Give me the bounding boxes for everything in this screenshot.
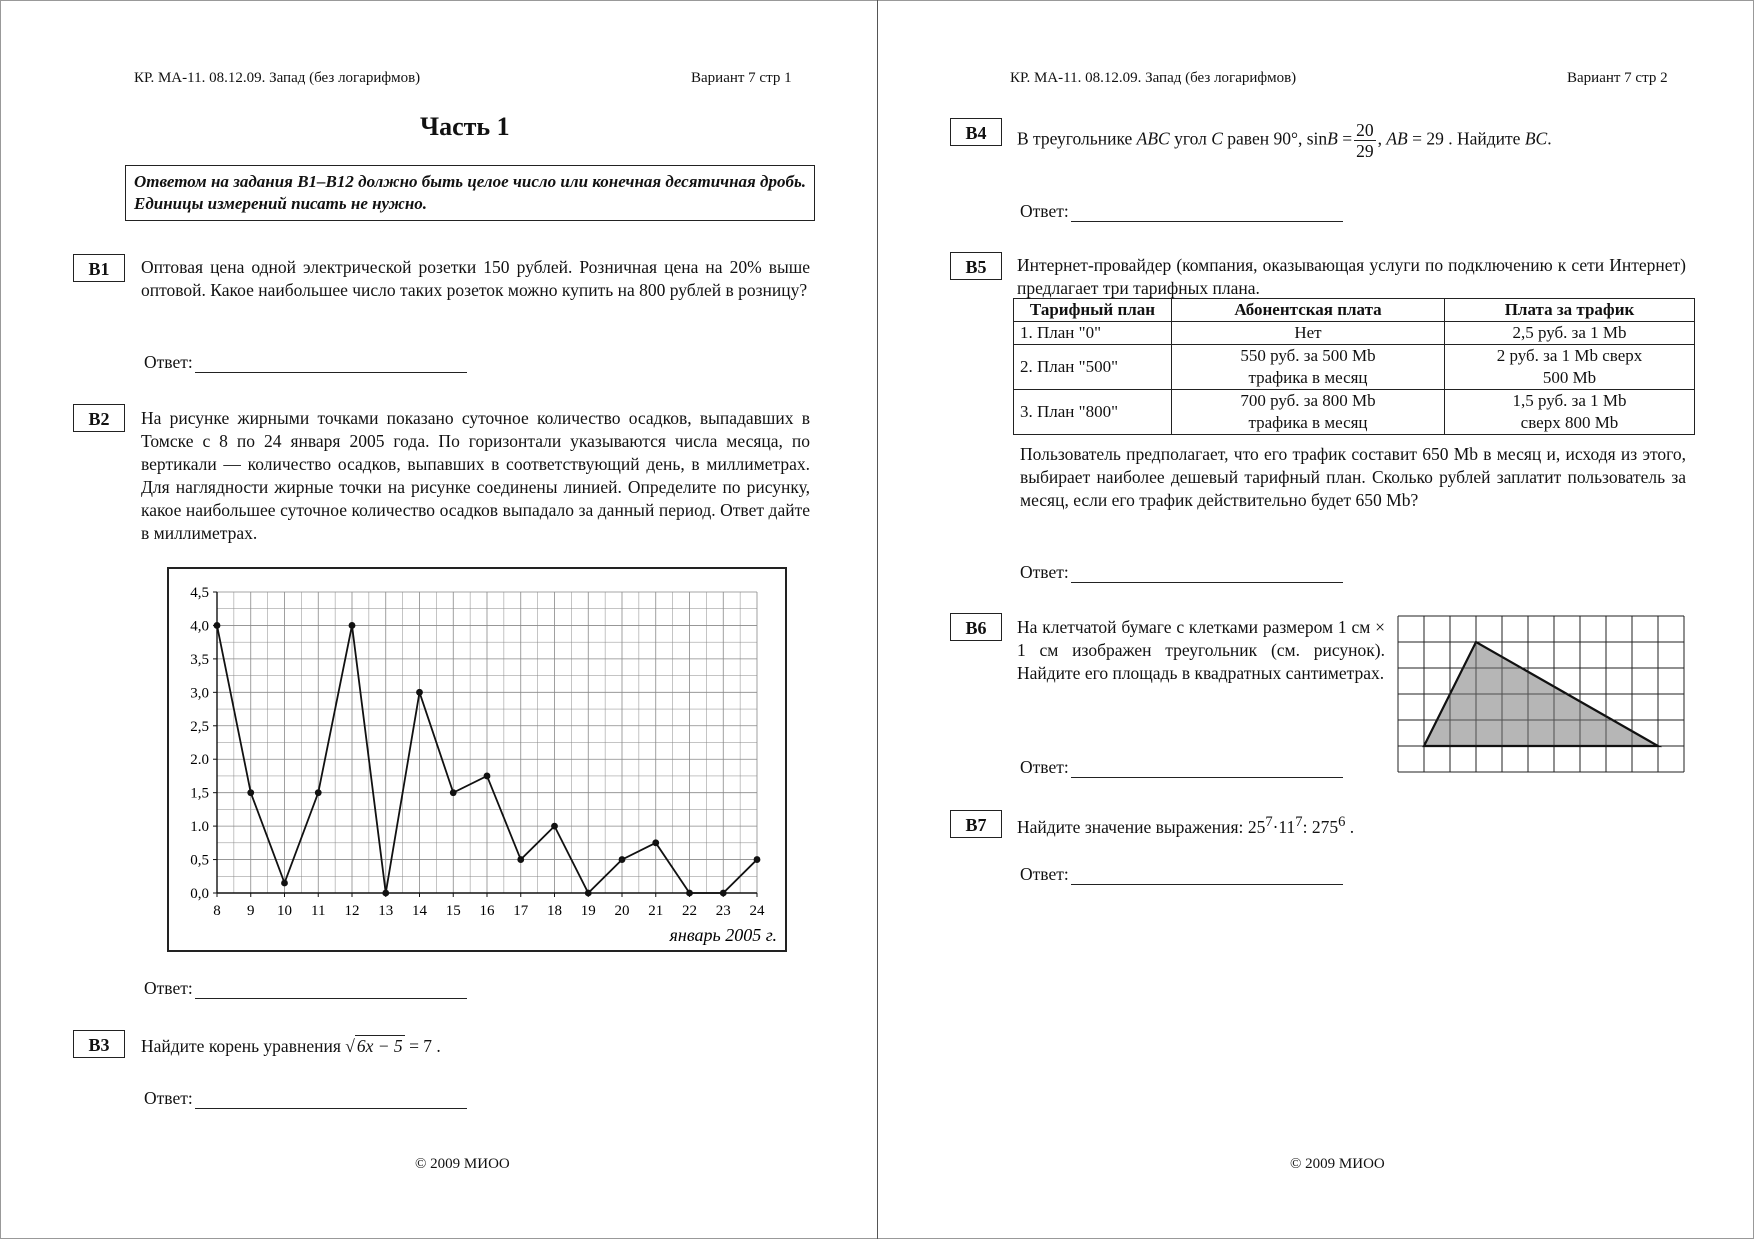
b4-text-a: В треугольнике [1017,128,1133,149]
x-tick-label: 14 [412,903,427,919]
table-header-row [1014,299,1695,322]
answer-label: Ответ: [1020,562,1069,582]
table-cell: 2,5 руб. за 1 Mb [1445,322,1695,345]
table-cell: 3. План "800" [1014,390,1172,435]
page2-header-right: Вариант 7 стр 2 [1567,70,1668,86]
x-tick-label: 9 [247,903,255,919]
b4-bc: BC [1524,128,1548,149]
data-point [315,789,322,796]
x-axis-label: январь 2005 г. [669,925,777,945]
page-divider [877,0,878,1239]
x-tick-label: 20 [614,903,630,919]
b4-denominator: 29 [1356,141,1374,161]
page1-footer: © 2009 МИОО [415,1156,510,1172]
b4-dot: . [1547,128,1552,149]
page1-header-right: Вариант 7 стр 1 [691,70,792,86]
answer-field-b3[interactable] [144,1088,467,1109]
data-point [517,856,524,863]
answer-field-b4[interactable] [1020,201,1343,222]
data-point [382,890,389,897]
column-header: Абонентская плата [1172,299,1445,322]
b4-b: B [1327,128,1338,149]
task-text-b6: На клетчатой бумаге с клетками размером 1 см × 1 см изображен треугольник (см. рисунок). Найдите его площадь в квадратных сантиметрах. [1017,617,1385,683]
y-tick-label: 0,0 [190,886,209,902]
precipitation-chart [167,567,787,952]
answer-label: Ответ: [144,1088,193,1108]
y-tick-label: 4,5 [190,585,209,601]
task-label-b4: B4 [950,118,1002,146]
table-cell: 1,5 руб. за 1 Mb сверх 800 Mb [1445,390,1695,435]
page2-header-left: КР. МА-11. 08.12.09. Запад (без логарифмов) [1010,70,1297,86]
task-text-b4 [1017,120,1552,161]
b7-expr-b: ·11 [1272,816,1296,837]
b7-sup-a: 7 [1265,814,1273,830]
answer-line[interactable] [1071,564,1343,583]
answer-label: Ответ: [1020,757,1069,777]
table-cell: 1. План "0" [1014,322,1172,345]
task-label-b7: B7 [950,810,1002,838]
b4-abc: ABC [1136,128,1170,149]
data-point [652,839,659,846]
x-tick-label: 21 [648,903,664,919]
answer-line[interactable] [195,354,467,373]
task-text-b7 [1017,814,1354,838]
x-tick-label: 22 [682,903,697,919]
task-text-b3 [141,1036,441,1057]
b4-text-d: , [1377,128,1382,149]
task-text-b5: Интернет-провайдер (компания, оказывающая услуги по подключению к сети Интернет) предлагает три тарифных плана. [1017,255,1686,298]
task-text-b1: Оптовая цена одной электрической розетки 150 рублей. Розничная цена на 20% выше оптовой. Какое наибольшее число таких розеток можно купить на 800 рублей в розницу? [141,257,810,300]
sqrt-expression: 6x − 5 [356,1036,403,1056]
y-tick-label: 3,0 [190,685,209,702]
table-cell: 2. План "500" [1014,345,1172,390]
table-row [1014,390,1695,435]
page1-header-left: КР. МА-11. 08.12.09. Запад (без логарифмов) [134,70,421,86]
triangle-grid-figure [1397,615,1687,773]
answer-label: Ответ: [144,978,193,998]
b4-c: C [1211,128,1223,149]
data-point [214,622,221,629]
b4-numerator: 20 [1356,120,1374,140]
y-tick-label: 3,5 [190,651,209,668]
y-tick-label: 4,0 [190,618,209,635]
data-point [720,890,727,897]
task-label-b5: B5 [950,252,1002,280]
data-point [619,856,626,863]
answer-field-b1[interactable] [144,352,467,373]
data-point [754,856,761,863]
b7-sup-c: 6 [1338,814,1346,830]
b4-text-e: = 29 . Найдите [1412,128,1521,149]
x-tick-label: 19 [580,903,596,919]
y-tick-label: 1.0 [190,819,209,836]
b4-fraction [1354,120,1376,161]
data-point [247,789,254,796]
table-cell: 2 руб. за 1 Mb сверх 500 Mb [1445,345,1695,390]
x-tick-label: 24 [749,903,765,919]
answer-line[interactable] [1071,866,1343,885]
task-label-b2: B2 [73,404,125,432]
table-cell: Нет [1172,322,1445,345]
data-point [484,773,491,780]
answer-field-b2[interactable] [144,978,467,999]
b7-expr-a: 25 [1247,816,1266,837]
task-label-b1: B1 [73,254,125,282]
task-question-b5: Пользователь предполагает, что его трафик составит 650 Mb в месяц и, исходя из этого, выбирает наиболее дешевый тарифный план. Сколько рублей заплатит пользователь за месяц, если его трафик действительно будет 650 Mb? [1020,444,1686,510]
table-row [1014,322,1695,345]
answer-line[interactable] [1071,203,1343,222]
task-text-b2: На рисунке жирными точками показано суточное количество осадков, выпадавших в Томске с 8 по 24 января 2005 года. По горизонтали указываются числа месяца, по вертикали — количество осадков, выпавших в соответствующий день, в миллиметрах. Для наглядности жирные точки на рисунке соединены линией. Определите по рисунку, какое наибольшее суточное количество осадков выпадало за данный период. Ответ дайте в миллиметрах. [141,408,810,543]
x-tick-label: 12 [344,903,360,919]
b3-text: Найдите корень уравнения [141,1036,341,1056]
b3-rhs: = 7 . [409,1036,441,1056]
answer-label: Ответ: [1020,201,1069,221]
x-tick-label: 11 [311,903,326,919]
x-tick-label: 17 [513,903,529,919]
b7-end: . [1349,816,1355,837]
x-tick-label: 8 [213,903,221,919]
b4-eq: = [1342,128,1353,149]
instruction-box: Ответом на задания В1–В12 должно быть целое число или конечная десятичная дробь. Единицы измерений писать не нужно. [125,165,815,221]
column-header: Тарифный план [1014,299,1172,322]
x-tick-label: 16 [479,903,495,919]
x-tick-label: 23 [715,903,731,919]
y-tick-label: 2,5 [190,718,209,735]
b7-sup-b: 7 [1295,814,1303,830]
data-point [585,890,592,897]
b4-ab: AB [1386,128,1408,149]
b4-text-c: равен 90°, [1227,128,1303,149]
task-label-b6: B6 [950,613,1002,641]
b7-expr-c: : 275 [1302,816,1339,837]
answer-line[interactable] [195,1090,467,1109]
answer-label: Ответ: [144,352,193,372]
b4-sin: sin [1306,128,1328,149]
b4-text-b: угол [1174,128,1207,149]
x-tick-label: 10 [277,903,292,919]
table-cell: 550 руб. за 500 Mb трафика в месяц [1172,345,1445,390]
y-tick-label: 0,5 [190,852,209,869]
column-header: Плата за трафик [1445,299,1695,322]
data-point [281,880,288,887]
y-tick-label: 1,5 [190,785,209,802]
sqrt-sign: √ [345,1036,355,1056]
b7-text: Найдите значение выражения: [1017,816,1244,837]
page2-footer: © 2009 МИОО [1290,1156,1385,1172]
page-title: Часть 1 [420,112,510,141]
data-point [551,823,558,830]
x-tick-label: 13 [378,903,394,919]
data-point [450,789,457,796]
answer-line[interactable] [1071,759,1343,778]
answer-field-b7[interactable] [1020,864,1343,885]
x-tick-label: 15 [445,903,461,919]
answer-field-b5[interactable] [1020,562,1343,583]
tariff-table [1013,298,1695,435]
answer-line[interactable] [195,980,467,999]
answer-label: Ответ: [1020,864,1069,884]
task-label-b3: B3 [73,1030,125,1058]
table-row [1014,345,1695,390]
data-point [686,890,693,897]
data-point [349,622,356,629]
y-tick-label: 2.0 [190,752,209,769]
answer-field-b6[interactable] [1020,757,1343,778]
x-tick-label: 18 [547,903,562,919]
table-cell: 700 руб. за 800 Mb трафика в месяц [1172,390,1445,435]
data-point [416,689,423,696]
